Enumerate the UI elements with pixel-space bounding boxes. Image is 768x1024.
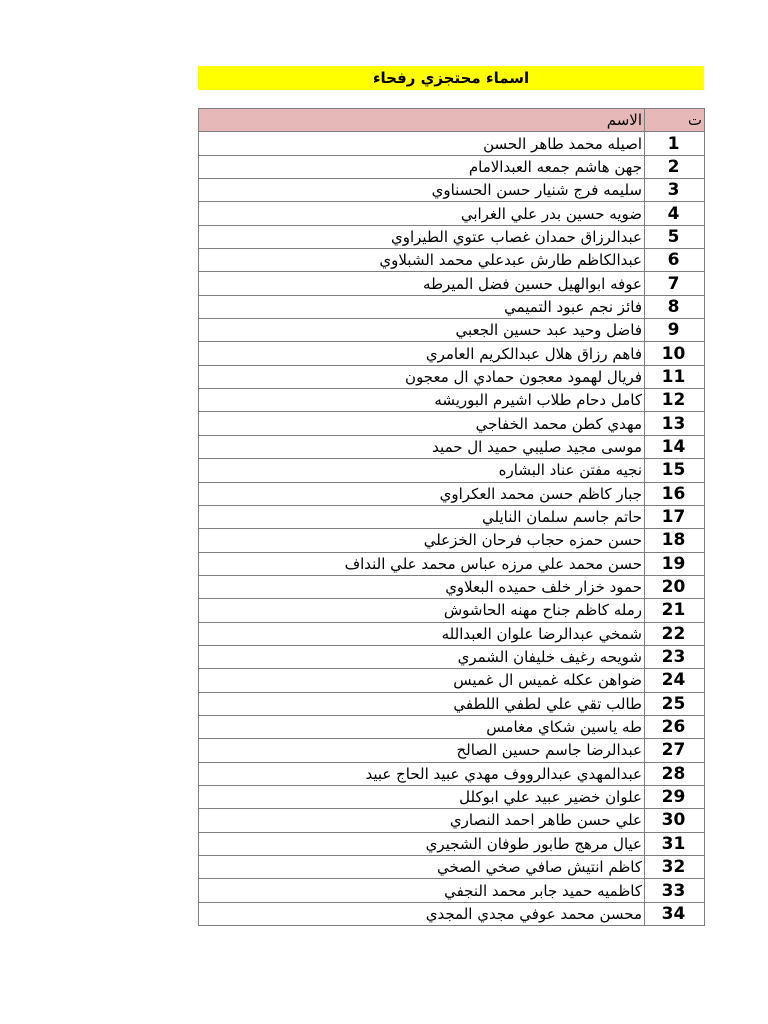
row-name-cell[interactable]: مهدي كطن محمد الخفاجي [199, 412, 645, 435]
row-number-cell[interactable]: 17 [645, 505, 705, 528]
row-number-cell[interactable]: 29 [645, 785, 705, 808]
row-number-cell[interactable]: 15 [645, 459, 705, 482]
table-row [199, 155, 705, 178]
row-number-cell[interactable]: 24 [645, 669, 705, 692]
row-number-cell[interactable]: 14 [645, 435, 705, 458]
table-row [199, 762, 705, 785]
row-name-cell[interactable]: نجيه مفتن عناد البشاره [199, 459, 645, 482]
row-number-cell[interactable]: 18 [645, 529, 705, 552]
row-number-cell[interactable]: 4 [645, 202, 705, 225]
table-row [199, 225, 705, 248]
table-row [199, 599, 705, 622]
table-row [199, 832, 705, 855]
row-name-cell[interactable]: طه ياسين شكاي مغامس [199, 715, 645, 738]
table-row [199, 202, 705, 225]
table-row [199, 645, 705, 668]
table-row [199, 809, 705, 832]
row-number-cell[interactable]: 1 [645, 132, 705, 155]
table-row [199, 459, 705, 482]
row-name-cell[interactable]: فائز نجم عبود التميمي [199, 295, 645, 318]
column-header-number[interactable]: ت [645, 109, 705, 132]
row-name-cell[interactable]: فريال لهمود معجون حمادي ال معجون [199, 365, 645, 388]
row-name-cell[interactable]: رمله كاظم جناح مهنه الحاشوش [199, 599, 645, 622]
row-name-cell[interactable]: فاضل وحيد عبد حسين الجعبي [199, 319, 645, 342]
row-number-cell[interactable]: 16 [645, 482, 705, 505]
row-name-cell[interactable]: عبدالرضا جاسم حسين الصالح [199, 739, 645, 762]
row-name-cell[interactable]: حاتم جاسم سلمان النايلي [199, 505, 645, 528]
table-row [199, 272, 705, 295]
row-number-cell[interactable]: 3 [645, 179, 705, 202]
table-row [199, 132, 705, 155]
row-number-cell[interactable]: 20 [645, 575, 705, 598]
table-row [199, 295, 705, 318]
row-name-cell[interactable]: شمخي عبدالرضا علوان العبدالله [199, 622, 645, 645]
row-number-cell[interactable]: 5 [645, 225, 705, 248]
row-number-cell[interactable]: 9 [645, 319, 705, 342]
row-name-cell[interactable]: ضواهن عكله غميس ال غميس [199, 669, 645, 692]
column-header-name[interactable]: الاسم [199, 109, 645, 132]
row-name-cell[interactable]: شويحه رغيف خليفان الشمري [199, 645, 645, 668]
sheet-title-text: اسماء محتجزي رفحاء [372, 69, 530, 87]
row-name-cell[interactable]: فاهم رزاق هلال عبدالكريم العامري [199, 342, 645, 365]
row-number-cell[interactable]: 25 [645, 692, 705, 715]
table-row [199, 879, 705, 902]
table-row [199, 412, 705, 435]
row-name-cell[interactable]: حسن محمد علي مرزه عباس محمد علي النداف [199, 552, 645, 575]
row-number-cell[interactable]: 12 [645, 389, 705, 412]
row-name-cell[interactable]: جهن هاشم جمعه العبدالامام [199, 155, 645, 178]
row-name-cell[interactable]: حسن حمزه حجاب فرحان الخزعلي [199, 529, 645, 552]
row-name-cell[interactable]: عبدالكاظم طارش عبدعلي محمد الشبلاوي [199, 249, 645, 272]
row-number-cell[interactable]: 31 [645, 832, 705, 855]
row-number-cell[interactable]: 26 [645, 715, 705, 738]
table-row [199, 715, 705, 738]
table-row [199, 739, 705, 762]
table-row [199, 575, 705, 598]
row-name-cell[interactable]: كاظم انتيش صافي صخي الصخي [199, 856, 645, 879]
table-row [199, 319, 705, 342]
row-name-cell[interactable]: محسن محمد عوفي مجدي المجدي [199, 902, 645, 925]
row-name-cell[interactable]: كامل دحام طلاب اشيرم البوريشه [199, 389, 645, 412]
table-row [199, 482, 705, 505]
row-name-cell[interactable]: عبدالمهدي عبدالرووف مهدي عبيد الحاج عبيد [199, 762, 645, 785]
table-row [199, 342, 705, 365]
names-table [198, 108, 705, 926]
table-header-row [199, 109, 705, 132]
row-number-cell[interactable]: 2 [645, 155, 705, 178]
row-name-cell[interactable]: سليمه فرج شنيار حسن الحسناوي [199, 179, 645, 202]
row-number-cell[interactable]: 8 [645, 295, 705, 318]
row-number-cell[interactable]: 34 [645, 902, 705, 925]
row-number-cell[interactable]: 22 [645, 622, 705, 645]
table-row [199, 622, 705, 645]
row-number-cell[interactable]: 19 [645, 552, 705, 575]
sheet-title [198, 66, 704, 90]
row-number-cell[interactable]: 23 [645, 645, 705, 668]
row-name-cell[interactable]: موسى مجيد صليبي حميد ال حميد [199, 435, 645, 458]
row-name-cell[interactable]: حمود خزار خلف حميده البعلاوي [199, 575, 645, 598]
table-row [199, 529, 705, 552]
row-number-cell[interactable]: 13 [645, 412, 705, 435]
table-row [199, 389, 705, 412]
row-number-cell[interactable]: 6 [645, 249, 705, 272]
row-number-cell[interactable]: 30 [645, 809, 705, 832]
row-name-cell[interactable]: علي حسن طاهر احمد النصاري [199, 809, 645, 832]
row-name-cell[interactable]: ضويه حسين بدر علي الغرابي [199, 202, 645, 225]
table-row [199, 669, 705, 692]
table-row [199, 785, 705, 808]
row-name-cell[interactable]: علوان خضير عبيد علي ابوكلل [199, 785, 645, 808]
row-number-cell[interactable]: 7 [645, 272, 705, 295]
table-row [199, 856, 705, 879]
row-name-cell[interactable]: عوفه ابوالهيل حسين فضل الميرطه [199, 272, 645, 295]
row-number-cell[interactable]: 28 [645, 762, 705, 785]
table-row [199, 552, 705, 575]
row-name-cell[interactable]: اصيله محمد طاهر الحسن [199, 132, 645, 155]
row-name-cell[interactable]: كاظميه حميد جابر محمد النجفي [199, 879, 645, 902]
table-row [199, 692, 705, 715]
table-row [199, 505, 705, 528]
row-number-cell[interactable]: 27 [645, 739, 705, 762]
row-name-cell[interactable]: عيال مرهج طابور طوفان الشجيري [199, 832, 645, 855]
table-row [199, 179, 705, 202]
table-row [199, 249, 705, 272]
row-number-cell[interactable]: 33 [645, 879, 705, 902]
row-number-cell[interactable]: 11 [645, 365, 705, 388]
row-name-cell[interactable]: طالب تقي علي لطفي اللطفي [199, 692, 645, 715]
table-body [199, 132, 705, 926]
row-name-cell[interactable]: عبدالرزاق حمدان غصاب عتوي الطيراوي [199, 225, 645, 248]
table-row [199, 902, 705, 925]
table-row [199, 365, 705, 388]
row-name-cell[interactable]: جبار كاظم حسن محمد العكراوي [199, 482, 645, 505]
table-row [199, 435, 705, 458]
row-number-cell[interactable]: 32 [645, 856, 705, 879]
row-number-cell[interactable]: 21 [645, 599, 705, 622]
row-number-cell[interactable]: 10 [645, 342, 705, 365]
